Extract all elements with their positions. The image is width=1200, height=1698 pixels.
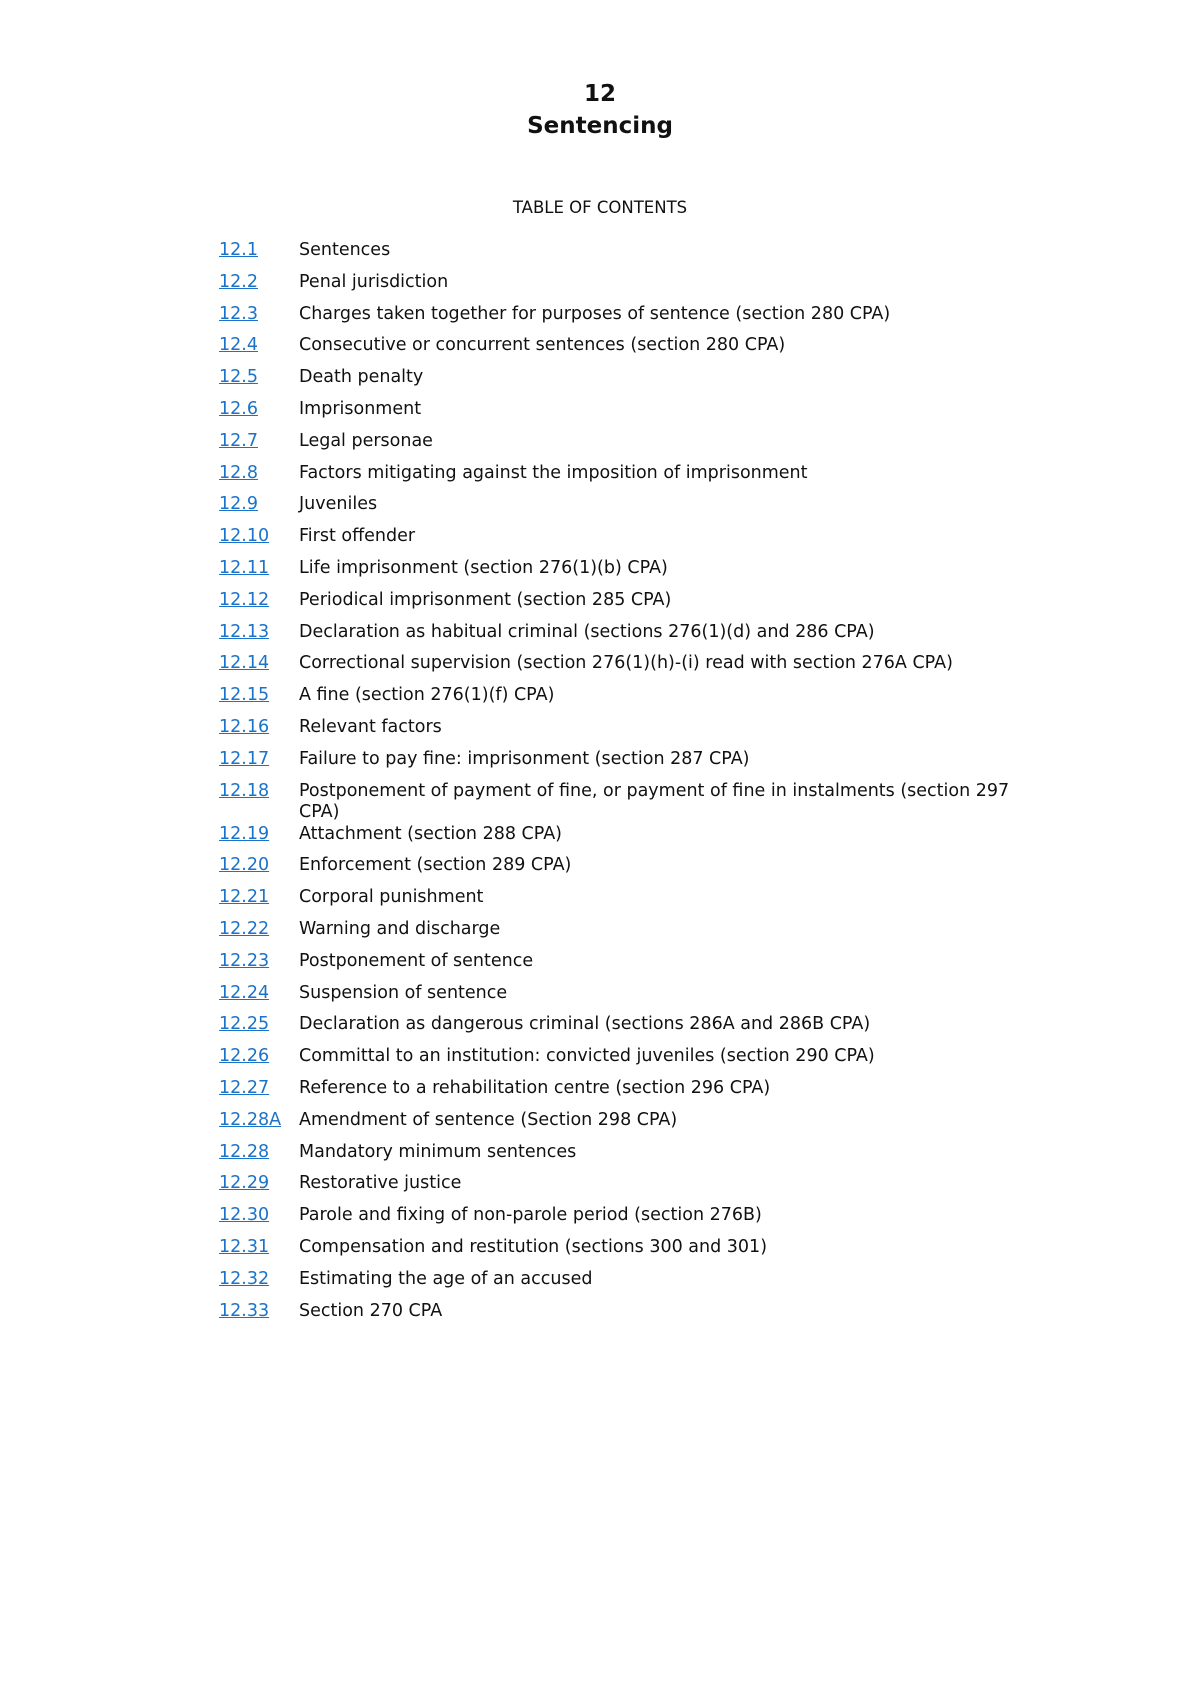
toc-entry-link[interactable]: 12.27 — [219, 1077, 270, 1098]
toc-entry-link[interactable]: 12.5 — [219, 367, 258, 388]
table-of-contents — [219, 240, 1039, 1332]
toc-entry-link[interactable]: 12.10 — [219, 526, 270, 547]
toc-entry — [219, 1237, 1039, 1269]
toc-entry — [219, 590, 1039, 622]
toc-entry — [219, 781, 1039, 824]
toc-entry — [219, 653, 1039, 685]
toc-entry-title: Penal jurisdiction — [299, 271, 449, 292]
toc-entry — [219, 951, 1039, 983]
toc-entry — [219, 855, 1039, 887]
toc-entry-title: Legal personae — [299, 430, 433, 451]
toc-entry-title: Restorative justice — [299, 1173, 462, 1194]
toc-entry-title: Postponement of payment of fine, or payment of fine in instalments (section 297 CPA) — [299, 780, 1010, 823]
toc-entry — [219, 494, 1039, 526]
toc-entry-link[interactable]: 12.3 — [219, 303, 258, 324]
toc-entry-link[interactable]: 12.16 — [219, 716, 270, 737]
toc-entry — [219, 431, 1039, 463]
toc-entry — [219, 919, 1039, 951]
toc-entry — [219, 304, 1039, 336]
toc-entry-title: Consecutive or concurrent sentences (section 280 CPA) — [299, 335, 786, 356]
toc-entry-link[interactable]: 12.28A — [219, 1109, 282, 1130]
toc-entry-link[interactable]: 12.21 — [219, 887, 270, 908]
toc-entry-link[interactable]: 12.2 — [219, 271, 258, 292]
toc-entry-link[interactable]: 12.26 — [219, 1046, 270, 1067]
toc-entry-link[interactable]: 12.11 — [219, 557, 270, 578]
toc-entry-title: Warning and discharge — [299, 918, 501, 939]
toc-entry — [219, 367, 1039, 399]
toc-entry-title: Death penalty — [299, 367, 424, 388]
toc-entry-link[interactable]: 12.32 — [219, 1268, 270, 1289]
toc-entry — [219, 240, 1039, 272]
toc-entry — [219, 1110, 1039, 1142]
toc-entry-title: Relevant factors — [299, 716, 442, 737]
toc-entry — [219, 526, 1039, 558]
toc-entry-link[interactable]: 12.7 — [219, 430, 258, 451]
toc-entry-title: Sentences — [299, 240, 391, 260]
toc-entry-link[interactable]: 12.31 — [219, 1236, 270, 1257]
toc-entry-title: Failure to pay fine: imprisonment (section 287 CPA) — [299, 748, 750, 769]
toc-entry — [219, 463, 1039, 495]
toc-entry-title: Estimating the age of an accused — [299, 1268, 593, 1289]
toc-entry — [219, 335, 1039, 367]
toc-entry — [219, 558, 1039, 590]
chapter-title: Sentencing — [527, 113, 673, 139]
toc-entry — [219, 1269, 1039, 1301]
toc-entry — [219, 1046, 1039, 1078]
toc-entry-link[interactable]: 12.12 — [219, 589, 270, 610]
toc-entry — [219, 1142, 1039, 1174]
toc-entry-title: Declaration as dangerous criminal (sections 286A and 286B CPA) — [299, 1014, 871, 1035]
toc-entry — [219, 1301, 1039, 1333]
toc-entry-title: Declaration as habitual criminal (sections 276(1)(d) and 286 CPA) — [299, 621, 875, 642]
toc-entry-title: Corporal punishment — [299, 887, 484, 908]
toc-entry-link[interactable]: 12.30 — [219, 1205, 270, 1226]
toc-entry-title: Life imprisonment (section 276(1)(b) CPA) — [299, 557, 668, 578]
toc-entry-title: Committal to an institution: convicted juveniles (section 290 CPA) — [299, 1046, 875, 1067]
toc-entry-link[interactable]: 12.6 — [219, 398, 258, 419]
toc-entry — [219, 685, 1039, 717]
toc-entry-link[interactable]: 12.9 — [219, 494, 258, 515]
toc-entry-title: Compensation and restitution (sections 300 and 301) — [299, 1236, 768, 1257]
toc-entry — [219, 887, 1039, 919]
toc-entry-title: Correctional supervision (section 276(1)(h)-(i) read with section 276A CPA) — [299, 653, 953, 674]
toc-entry-link[interactable]: 12.25 — [219, 1014, 270, 1035]
toc-entry-link[interactable]: 12.1 — [219, 240, 258, 260]
toc-entry-title: Suspension of sentence — [299, 982, 508, 1003]
toc-entry-link[interactable]: 12.28 — [219, 1141, 270, 1162]
toc-entry-link[interactable]: 12.33 — [219, 1300, 270, 1321]
toc-entry — [219, 1173, 1039, 1205]
toc-entry-link[interactable]: 12.19 — [219, 823, 270, 844]
toc-entry — [219, 272, 1039, 304]
toc-entry-title: Section 270 CPA — [299, 1300, 443, 1321]
toc-entry — [219, 749, 1039, 781]
toc-entry-title: Attachment (section 288 CPA) — [299, 823, 562, 844]
toc-entry — [219, 717, 1039, 749]
toc-entry-link[interactable]: 12.24 — [219, 982, 270, 1003]
toc-entry-title: Charges taken together for purposes of sentence (section 280 CPA) — [299, 303, 891, 324]
toc-entry-title: Mandatory minimum sentences — [299, 1141, 577, 1162]
toc-entry-title: Reference to a rehabilitation centre (section 296 CPA) — [299, 1077, 771, 1098]
chapter-number: 12 — [583, 81, 616, 107]
toc-entry-link[interactable]: 12.29 — [219, 1173, 270, 1194]
toc-entry-title: Factors mitigating against the imposition of imprisonment — [299, 462, 808, 483]
toc-entry-title: Enforcement (section 289 CPA) — [299, 855, 572, 876]
toc-entry — [219, 1205, 1039, 1237]
toc-entry-title: Imprisonment — [299, 398, 422, 419]
toc-entry-link[interactable]: 12.13 — [219, 621, 270, 642]
toc-entry-link[interactable]: 12.18 — [219, 780, 270, 801]
toc-entry-title: A fine (section 276(1)(f) CPA) — [299, 685, 555, 706]
toc-entry — [219, 1078, 1039, 1110]
toc-entry — [219, 824, 1039, 856]
toc-entry-title: Postponement of sentence — [299, 950, 534, 971]
toc-entry-link[interactable]: 12.14 — [219, 653, 270, 674]
toc-entry-title: Juveniles — [299, 494, 378, 515]
toc-entry-title: First offender — [299, 526, 416, 547]
toc-heading: TABLE OF CONTENTS — [512, 198, 688, 217]
toc-entry-title: Parole and fixing of non-parole period (section 276B) — [299, 1205, 762, 1226]
toc-entry-link[interactable]: 12.17 — [219, 748, 270, 769]
toc-entry-link[interactable]: 12.8 — [219, 462, 258, 483]
toc-entry — [219, 622, 1039, 654]
toc-entry — [219, 399, 1039, 431]
toc-entry-link[interactable]: 12.20 — [219, 855, 270, 876]
toc-entry-title: Periodical imprisonment (section 285 CPA) — [299, 589, 672, 610]
toc-entry-link[interactable]: 12.4 — [219, 335, 258, 356]
toc-entry-title: Amendment of sentence (Section 298 CPA) — [299, 1109, 678, 1130]
toc-entry — [219, 983, 1039, 1015]
toc-entry — [219, 1014, 1039, 1046]
toc-entry-link[interactable]: 12.22 — [219, 918, 270, 939]
toc-entry-link[interactable]: 12.23 — [219, 950, 270, 971]
toc-entry-link[interactable]: 12.15 — [219, 685, 270, 706]
